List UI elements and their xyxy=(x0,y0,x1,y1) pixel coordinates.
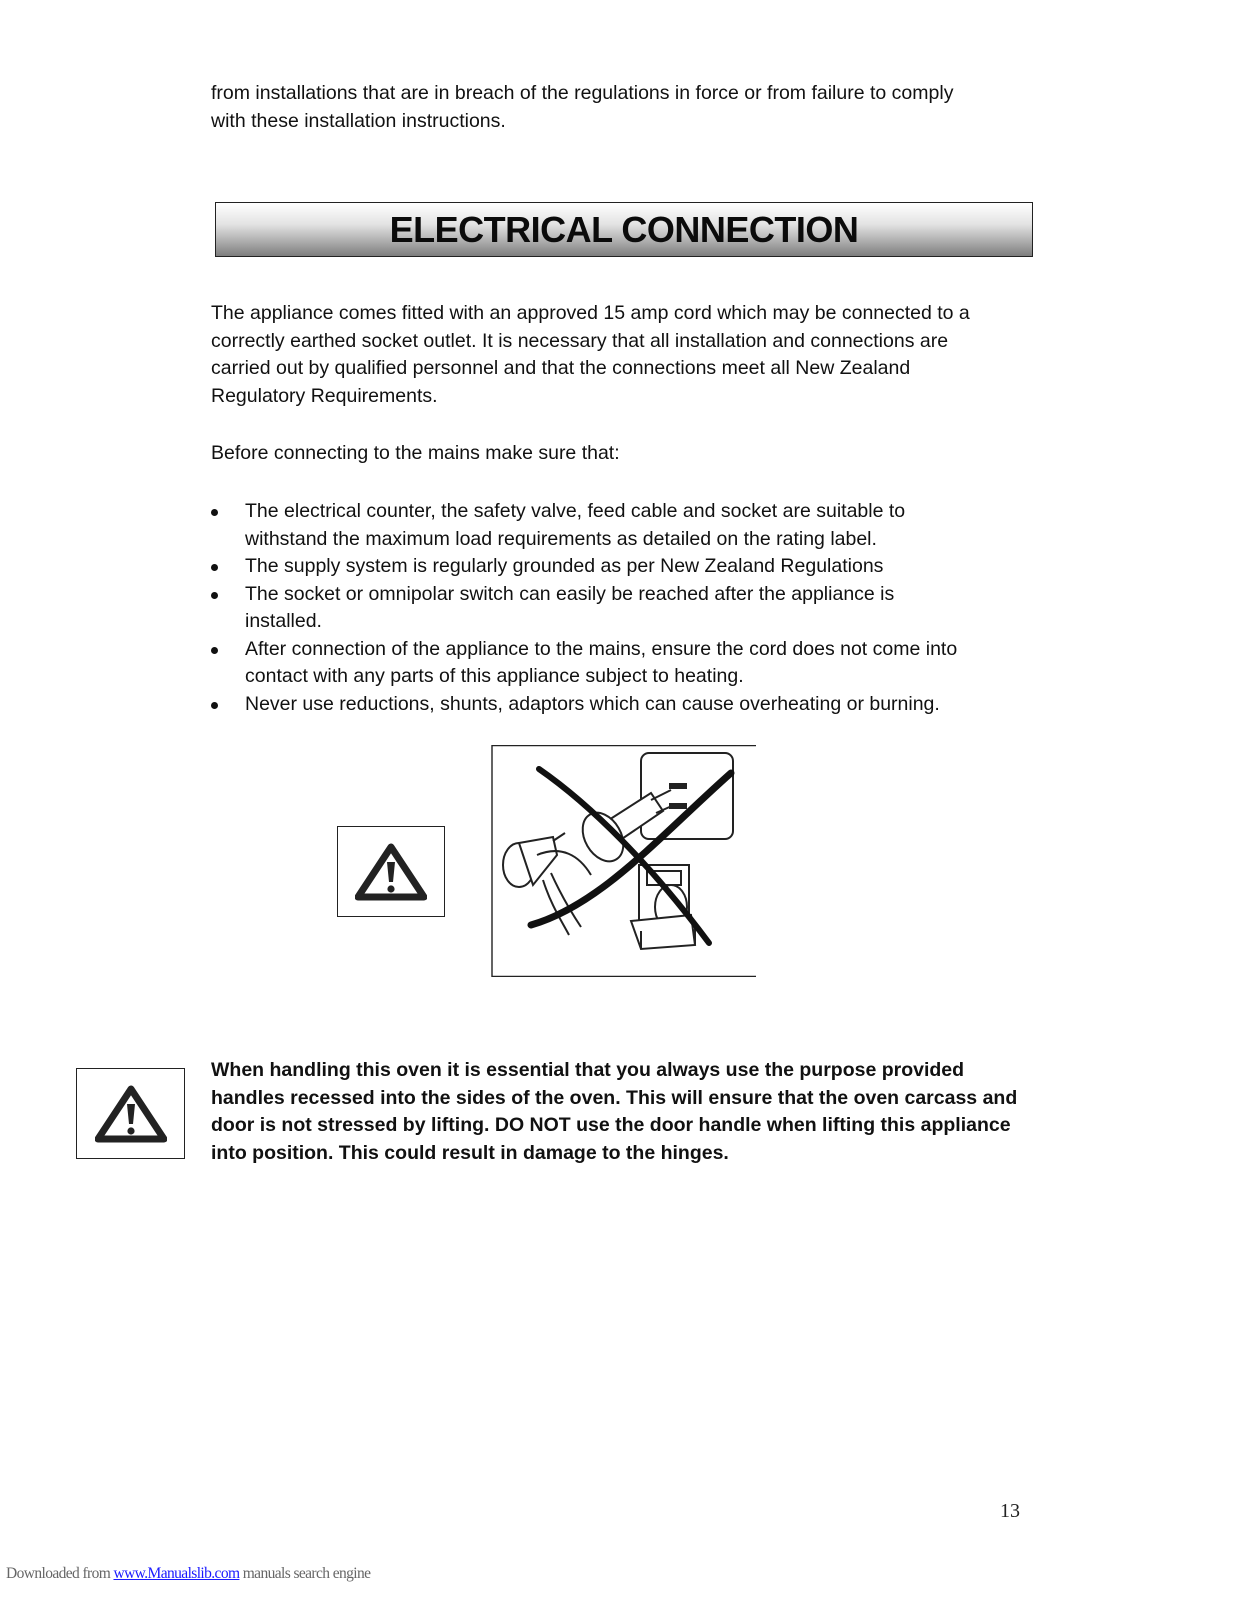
paragraph-line: Regulatory Requirements. xyxy=(211,384,438,407)
section-title: ELECTRICAL CONNECTION xyxy=(389,208,859,250)
warning-line: into position. This could result in damage to the hinges. xyxy=(211,1141,729,1164)
connection-paragraph xyxy=(211,300,1041,410)
list-item xyxy=(211,691,1041,719)
list-item-line: withstand the maximum load requirements as detailed on the rating label. xyxy=(245,527,877,550)
warning-line: door is not stressed by lifting. DO NOT use the door handle when lifting this appliance xyxy=(211,1114,1011,1136)
list-item-line: Never use reductions, shunts, adaptors which can cause overheating or burning. xyxy=(245,692,940,715)
manualslib-link[interactable]: www.Manualslib.com xyxy=(113,1565,240,1582)
intro-paragraph xyxy=(211,80,1031,135)
paragraph-line: correctly earthed socket outlet. It is necessary that all installation and connections are xyxy=(211,329,949,352)
paragraph-line: carried out by qualified personnel and that the connections meet all New Zealand xyxy=(211,357,911,379)
list-item-line: contact with any parts of this appliance subject to heating. xyxy=(245,665,744,687)
warning-icon-box xyxy=(76,1068,185,1159)
warning-triangle-icon xyxy=(95,1085,167,1143)
footer-suffix: manuals search engine xyxy=(239,1565,371,1582)
warning-triangle-icon xyxy=(355,843,427,901)
footer-source xyxy=(6,1565,370,1583)
list-item xyxy=(211,498,1041,553)
list-item xyxy=(211,553,1041,581)
intro-line: from installations that are in breach of the regulations in force or from failure to comply xyxy=(211,82,954,104)
list-item xyxy=(211,636,1041,691)
intro-line: with these installation instructions. xyxy=(211,109,506,132)
list-item xyxy=(211,581,1041,636)
bullet-icon xyxy=(211,647,218,654)
list-item-line: After connection of the appliance to the mains, ensure the cord does not come into xyxy=(245,637,958,660)
list-item-line: The socket or omnipolar switch can easily be reached after the appliance is xyxy=(245,582,895,605)
list-item-line: installed. xyxy=(245,610,322,632)
page-number: 13 xyxy=(1000,1500,1020,1522)
warning-icon-box xyxy=(337,826,445,917)
requirements-list xyxy=(211,498,1041,718)
section-banner xyxy=(215,202,1033,257)
list-item-line: The supply system is regularly grounded as per New Zealand Regulations xyxy=(245,555,884,577)
bullet-icon xyxy=(211,702,218,709)
footer-prefix: Downloaded from xyxy=(6,1565,114,1582)
handling-warning xyxy=(211,1057,1041,1167)
list-item-line: The electrical counter, the safety valve, feed cable and socket are suitable to xyxy=(245,500,906,522)
paragraph-line: The appliance comes fitted with an approved 15 amp cord which may be connected to a xyxy=(211,302,970,324)
bullet-icon xyxy=(211,592,218,599)
adaptor-plug-illustration xyxy=(491,745,761,977)
bullet-icon xyxy=(211,509,218,516)
warning-line: When handling this oven it is essential that you always use the purpose provided xyxy=(211,1059,965,1081)
warning-line: handles recessed into the sides of the oven. This will ensure that the oven carcass and xyxy=(211,1086,1018,1109)
bullet-icon xyxy=(211,564,218,571)
before-connecting-paragraph: Before connecting to the mains make sure that: xyxy=(211,442,620,464)
